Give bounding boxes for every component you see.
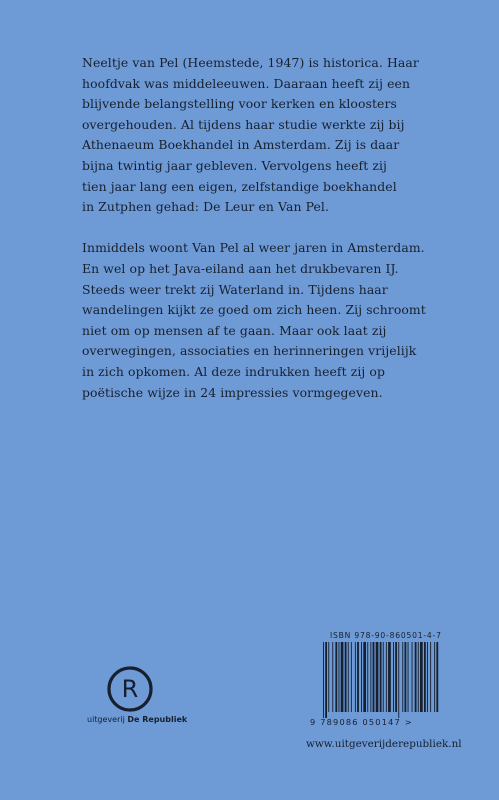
isbn-label: ISBN 978-90-860501-4-7 [330, 631, 442, 640]
text-line: in Zutphen gehad: De Leur en Van Pel. [82, 199, 329, 215]
barcode-bar [430, 642, 431, 712]
barcode-bar [376, 642, 379, 712]
barcode-bar [341, 642, 344, 712]
barcode-bar [370, 642, 371, 712]
publisher-prefix: uitgeverij [87, 715, 125, 724]
text-line: bijna twintig jaar gebleven. Vervolgens heeft zij [82, 157, 387, 173]
text-line: hoofdvak was middeleeuwen. Daaraan heeft zij een [82, 75, 411, 91]
bio-paragraph-2 [82, 238, 442, 403]
barcode-bar [325, 642, 327, 718]
text-line: in zich opkomen. Al deze indrukken heeft zij op [82, 363, 386, 379]
text-line: tien jaar lang een eigen, zelfstandige boekhandel [82, 178, 397, 194]
text-line: poëtische wijze in 24 impressies vormgegeven. [82, 384, 383, 400]
barcode-bar [412, 642, 413, 712]
text-line: niet om op mensen af te gaan. Maar ook laat zij [82, 322, 387, 338]
barcode-bar [383, 642, 384, 712]
barcode-bar [408, 642, 409, 712]
text-line: overwegingen, associaties en herinneringen vrijelijk [82, 343, 417, 359]
barcode-bar [361, 642, 362, 712]
barcode-bar [351, 642, 352, 712]
barcode-bar [434, 642, 435, 712]
barcode-bar [332, 642, 333, 712]
publisher-brand: De Republiek [127, 715, 188, 724]
barcode-digits: 9 789086 050147 > [310, 717, 413, 727]
barcode-bar [345, 642, 347, 712]
barcode-bar [348, 642, 349, 712]
bio-paragraph-1 [82, 53, 442, 218]
barcode-bar [386, 642, 387, 712]
barcode-bar [402, 642, 403, 712]
barcode-bar [436, 642, 438, 712]
barcode-bar [405, 642, 407, 712]
publisher-name [87, 715, 187, 724]
barcode-bar [328, 642, 329, 712]
barcode-bar [335, 642, 337, 712]
publisher-website: www.uitgeverijderepubliek.nl [306, 738, 462, 750]
barcode-bar [357, 642, 359, 712]
text-line: Steeds weer trekt zij Waterland in. Tijdens haar [82, 281, 388, 297]
text-line: Inmiddels woont Van Pel al weer jaren in Amsterdam. [82, 240, 425, 256]
text-line: blijvende belangstelling voor kerken en kloosters [82, 96, 397, 112]
barcode-bar [420, 642, 423, 712]
barcode-bar [367, 642, 368, 712]
logo-letter: R [121, 675, 139, 703]
barcode-bar [339, 642, 340, 712]
text-line: En wel op het Java-eiland aan het drukbevaren IJ. [82, 260, 399, 276]
text-line: wandelingen kijkt ze goed om zich heen. Zij schroomt [82, 302, 426, 318]
barcode-bar [363, 642, 366, 712]
barcode-bar [388, 642, 391, 712]
text-line: Neeltje van Pel (Heemstede, 1947) is historica. Haar [82, 55, 419, 70]
barcode-bar [418, 642, 419, 712]
barcode-bar [424, 642, 426, 712]
barcode-bar [415, 642, 417, 712]
isbn-barcode [319, 642, 443, 724]
barcode-bar [398, 642, 399, 718]
barcode-bar [323, 642, 324, 718]
barcode-bar [393, 642, 394, 712]
text-line: overgehouden. Al tijdens haar studie werkte zij bij [82, 116, 405, 132]
text-line: Athenaeum Boekhandel in Amsterdam. Zij is daar [82, 137, 400, 153]
barcode-bar [395, 642, 397, 712]
republiek-logo-icon [104, 664, 156, 714]
barcode-bar [355, 642, 356, 712]
barcode-bar [380, 642, 382, 712]
back-cover-text [82, 53, 442, 424]
barcode-bar [427, 642, 428, 712]
barcode-bar [373, 642, 375, 712]
